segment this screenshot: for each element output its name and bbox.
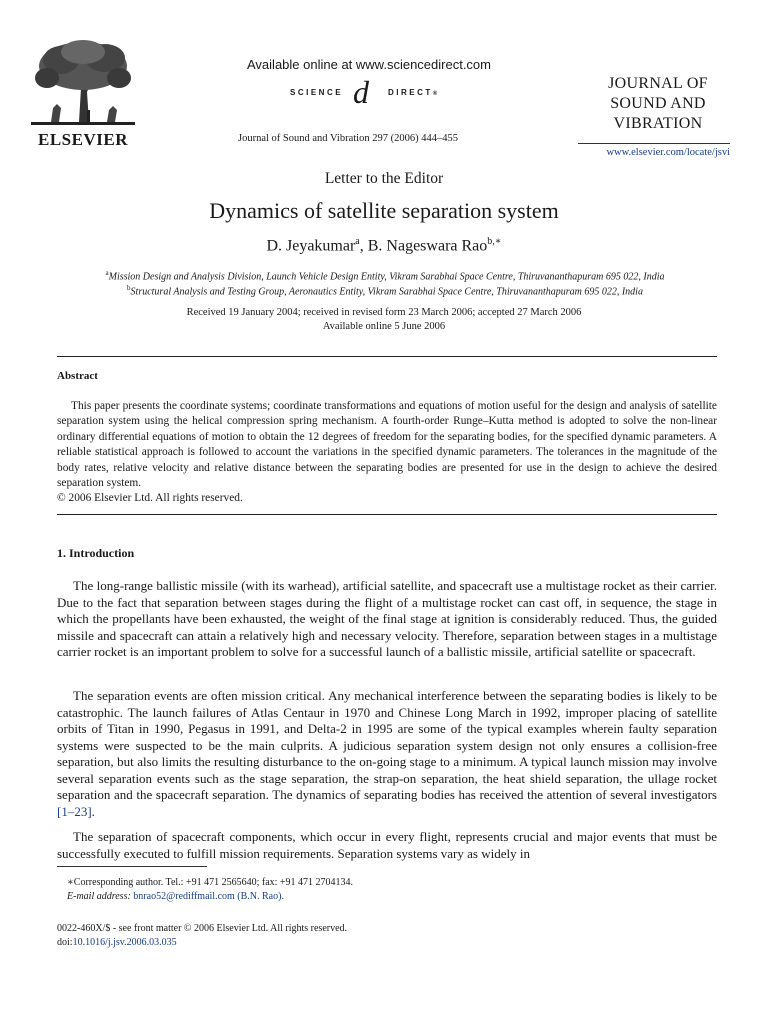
sciencedirect-logo: [290, 74, 450, 110]
article-type: Letter to the Editor: [324, 170, 444, 187]
abstract-heading: Abstract: [57, 370, 98, 382]
author-affiliation-mark: a: [355, 236, 360, 247]
email-link[interactable]: bnrao52@rediffmail.com (B.N. Rao).: [133, 891, 284, 902]
abstract-text: This paper presents the coordinate systems; coordinate transformations and equations of motion useful for the design and analysis of satellite separation system using the helical compression spring mechanism. A fourth-order Runge–Kutta method is adopted to solve the non-linear ordinary differential equations of motion to obtain the 12 degrees of freedom for the separating bodies, for the specified dynamic parameters. A reliable statistical approach is followed to account the variations in the specified dynamic parameters. The tolerances in the magnitude of the body rates, relative velocity and relative distance between the separating bodies are presented for use in the design to achieve the desired separation system.: [57, 400, 717, 490]
doi-label: doi:: [57, 937, 73, 948]
sciencedirect-logo-right: DIRECT®: [388, 88, 440, 97]
journal-name-line: SOUND AND: [610, 95, 706, 112]
affiliation-b: [40, 284, 730, 297]
affiliation-mark: a: [105, 269, 109, 277]
received-dates: Received 19 January 2004; received in revised form 23 March 2006; accepted 27 March 2006: [186, 307, 582, 318]
paragraph-text-end: .: [91, 803, 95, 819]
journal-name-line: JOURNAL OF: [608, 75, 708, 92]
abstract-bottom-rule: [57, 514, 717, 515]
footnote-rule: [57, 866, 207, 867]
author-affiliation-mark: b,∗: [487, 236, 502, 247]
journal-name-line: VIBRATION: [613, 115, 703, 132]
elsevier-tree-icon: [27, 38, 139, 130]
author-name[interactable]: B. Nageswara Rao: [367, 237, 488, 255]
paragraph: [57, 688, 717, 820]
footnote-corresponding: ∗Corresponding author. Tel.: +91 471 2565640; fax: +91 471 2704134.: [67, 877, 354, 888]
paragraph: The separation of spacecraft components, which occur in every flight, represents crucial and major events that must be successfully executed to fulfill mission requirements. Separation systems vary as widely in: [57, 829, 717, 861]
publisher-name: ELSEVIER: [38, 130, 128, 149]
available-online-date: Available online 5 June 2006: [322, 321, 446, 332]
email-label: E-mail address:: [67, 891, 131, 902]
journal-url-link[interactable]: www.elsevier.com/locate/jsvi: [606, 147, 730, 158]
abstract-top-rule: [57, 356, 717, 357]
sciencedirect-logo-left: SCIENCE: [290, 88, 344, 97]
affiliation-a: [40, 269, 730, 282]
citation-link[interactable]: [1–23]: [57, 803, 92, 819]
author-name[interactable]: D. Jeyakumar: [266, 237, 356, 255]
affiliation-text: Structural Analysis and Testing Group, Aeronautics Entity, Vikram Sarabhai Space Centre, Thiruvananthapuram 695 022, India: [130, 286, 643, 298]
doi-line: [57, 936, 717, 950]
authors: [0, 236, 768, 255]
paragraph-text: The separation events are often mission critical. Any mechanical interference between the separating bodies is likely to be catastrophic. The launch failures of Atlas Centaur in 1970 and Chinese Long March in 1992, improper placing of satellite orbits of Titan in 1990, Pegasus in 1991, and Delta-2 in 1995 are some of the typical examples wherein faulty separation systems were suspected to be the main culprits. A judicious separation system design not only ensures a collision-free separation, but also limits the resulting disturbance to the on-going stage to a minimum. A typical launch mission may involve several separation events such as the stage separation, the strap-on separation, the heat shield separation, the ullage rocket separation and the spacecraft separation. The dynamics of separating bodies has received the attention of several investigators: [57, 688, 717, 802]
sciencedirect-at-icon: d: [353, 74, 369, 110]
available-online-text: Available online at www.sciencedirect.com: [247, 57, 491, 72]
paragraph: The long-range ballistic missile (with its warhead), artificial satellite, and spacecraft use a multistage rocket as their carrier. Due to the fact that separation between stages during the flight of a multistage rocket can cast off, in sequence, the stage in which the propellants have been exhausted, the weight of the final stage at ignition is considerably reduced. Thus, the guided missile and spacecraft can attain a relatively high and necessary velocity. Therefore, separation between stages in a multistage carrier rocket is an important problem to solve for a successful launch of a ballistic missile, artificial satellite or spacecraft.: [57, 578, 717, 659]
journal-divider: [578, 143, 730, 144]
journal-name: [586, 74, 730, 134]
abstract-copyright: © 2006 Elsevier Ltd. All rights reserved.: [57, 492, 243, 505]
section-heading: 1. Introduction: [57, 546, 135, 560]
front-matter: 0022-460X/$ - see front matter © 2006 Elsevier Ltd. All rights reserved.: [57, 923, 348, 934]
abstract-body: [57, 399, 717, 507]
journal-citation: Journal of Sound and Vibration 297 (2006) 444–455: [238, 133, 458, 144]
footnote-email: [57, 890, 717, 904]
affiliation-mark: b: [127, 284, 131, 292]
doi-link[interactable]: 10.1016/j.jsv.2006.03.035: [72, 937, 177, 948]
affiliation-text: Mission Design and Analysis Division, Launch Vehicle Design Entity, Vikram Sarabhai Space Centre, Thiruvananthapuram 695 022, India: [108, 271, 665, 283]
article-title: Dynamics of satellite separation system: [209, 198, 559, 223]
author-separator: ,: [359, 237, 368, 255]
